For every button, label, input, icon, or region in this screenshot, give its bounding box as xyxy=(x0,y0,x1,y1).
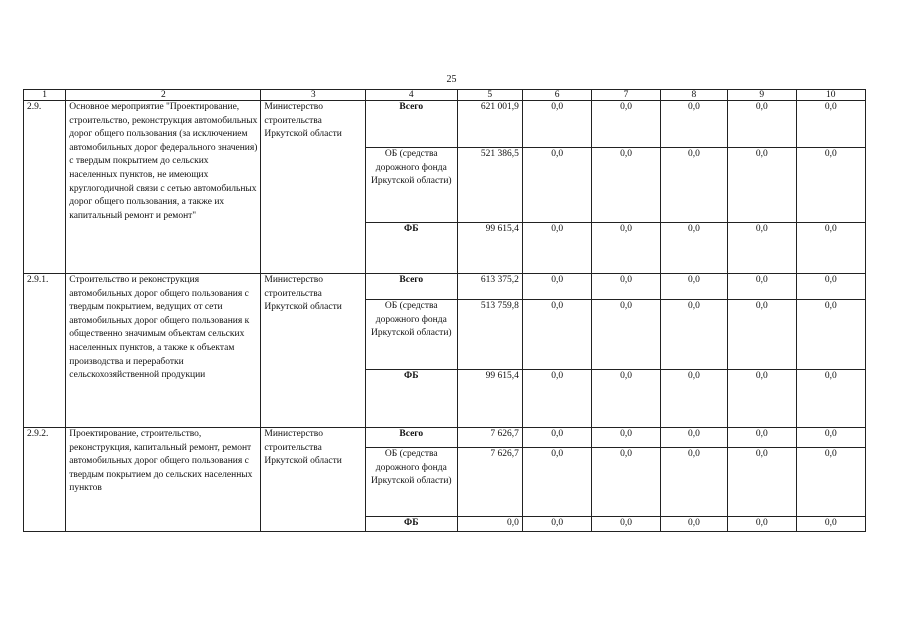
value-cell: 0,0 xyxy=(522,101,591,148)
value-cell: 0,0 xyxy=(660,148,727,223)
value-cell: 0,0 xyxy=(796,101,866,148)
value-cell: 0,0 xyxy=(728,148,796,223)
value-cell: 513 759,8 xyxy=(457,300,522,370)
value-cell: 0,0 xyxy=(660,517,727,532)
column-number: 5 xyxy=(457,90,522,101)
column-number: 7 xyxy=(592,90,660,101)
activity-executor: Министерство строительства Иркутской области xyxy=(261,428,366,532)
activity-executor: Министерство строительства Иркутской области xyxy=(261,101,366,274)
value-cell: 0,0 xyxy=(522,370,591,428)
value-cell: 0,0 xyxy=(796,428,866,448)
table-row xyxy=(24,274,866,300)
funding-source-label: Всего xyxy=(366,101,458,148)
activity-name: Проектирование, строительство, реконструкция, капитальный ремонт, ремонт автомобильных дорог общего пользования с твердым покрытием до сельских населенных пунктов xyxy=(66,428,261,532)
value-cell: 0,0 xyxy=(728,274,796,300)
value-cell: 0,0 xyxy=(660,370,727,428)
value-cell: 0,0 xyxy=(522,300,591,370)
column-number: 2 xyxy=(66,90,261,101)
value-cell: 0,0 xyxy=(660,101,727,148)
value-cell: 0,0 xyxy=(522,148,591,223)
value-cell: 0,0 xyxy=(457,517,522,532)
funding-source-label: ФБ xyxy=(366,370,458,428)
value-cell: 99 615,4 xyxy=(457,223,522,274)
page-number: 25 xyxy=(446,74,457,85)
value-cell: 0,0 xyxy=(728,448,796,517)
value-cell: 0,0 xyxy=(592,517,660,532)
funding-source-label: ОБ (средства дорожного фонда Иркутской области) xyxy=(366,148,458,223)
value-cell: 0,0 xyxy=(592,148,660,223)
value-cell: 0,0 xyxy=(592,101,660,148)
activity-name: Строительство и реконструкция автомобильных дорог общего пользования с твердым покрытием, ведущих от сети автомобильных дорог общего пользования к общественно значимым объектам сельских населенных пунктов, а также к объектам производства и переработки сельскохозяйственной продукции xyxy=(66,274,261,428)
value-cell: 0,0 xyxy=(728,223,796,274)
value-cell: 0,0 xyxy=(728,101,796,148)
value-cell: 0,0 xyxy=(660,428,727,448)
column-number: 9 xyxy=(728,90,796,101)
funding-source-label: ОБ (средства дорожного фонда Иркутской области) xyxy=(366,300,458,370)
value-cell: 0,0 xyxy=(522,448,591,517)
value-cell: 0,0 xyxy=(728,428,796,448)
value-cell: 0,0 xyxy=(660,448,727,517)
value-cell: 521 386,5 xyxy=(457,148,522,223)
value-cell: 0,0 xyxy=(592,223,660,274)
value-cell: 0,0 xyxy=(796,223,866,274)
value-cell: 0,0 xyxy=(522,428,591,448)
funding-source-label: ФБ xyxy=(366,223,458,274)
budget-table xyxy=(23,89,866,532)
activity-name: Основное мероприятие "Проектирование, строительство, реконструкция автомобильных дорог общего пользования (за исключением автомобильных дорог федерального значения) с твердым покрытием до сельских населенных пунктов, не имеющих круглогодичной связи с сетью автомобильных дорог общего пользования, а также их капитальный ремонт и ремонт" xyxy=(66,101,261,274)
value-cell: 7 626,7 xyxy=(457,448,522,517)
funding-source-label: Всего xyxy=(366,428,458,448)
value-cell: 0,0 xyxy=(522,223,591,274)
value-cell: 0,0 xyxy=(592,448,660,517)
table-row xyxy=(24,428,866,448)
table-row xyxy=(24,101,866,148)
value-cell: 0,0 xyxy=(592,274,660,300)
value-cell: 0,0 xyxy=(592,370,660,428)
value-cell: 0,0 xyxy=(660,274,727,300)
value-cell: 0,0 xyxy=(592,428,660,448)
funding-source-label: Всего xyxy=(366,274,458,300)
value-cell: 0,0 xyxy=(522,274,591,300)
value-cell: 0,0 xyxy=(728,370,796,428)
column-number: 6 xyxy=(522,90,591,101)
activity-code: 2.9.1. xyxy=(24,274,66,428)
value-cell: 0,0 xyxy=(796,274,866,300)
column-number: 3 xyxy=(261,90,366,101)
value-cell: 0,0 xyxy=(592,300,660,370)
activity-code: 2.9.2. xyxy=(24,428,66,532)
column-number-row xyxy=(24,90,866,101)
value-cell: 621 001,9 xyxy=(457,101,522,148)
value-cell: 0,0 xyxy=(796,448,866,517)
value-cell: 0,0 xyxy=(660,300,727,370)
funding-source-label: ФБ xyxy=(366,517,458,532)
value-cell: 0,0 xyxy=(728,300,796,370)
activity-executor: Министерство строительства Иркутской области xyxy=(261,274,366,428)
value-cell: 7 626,7 xyxy=(457,428,522,448)
value-cell: 0,0 xyxy=(796,300,866,370)
value-cell: 99 615,4 xyxy=(457,370,522,428)
column-number: 1 xyxy=(24,90,66,101)
column-number: 8 xyxy=(660,90,727,101)
column-number: 4 xyxy=(366,90,458,101)
value-cell: 613 375,2 xyxy=(457,274,522,300)
value-cell: 0,0 xyxy=(728,517,796,532)
value-cell: 0,0 xyxy=(660,223,727,274)
funding-source-label: ОБ (средства дорожного фонда Иркутской области) xyxy=(366,448,458,517)
value-cell: 0,0 xyxy=(796,148,866,223)
activity-code: 2.9. xyxy=(24,101,66,274)
column-number: 10 xyxy=(796,90,866,101)
value-cell: 0,0 xyxy=(796,517,866,532)
value-cell: 0,0 xyxy=(522,517,591,532)
value-cell: 0,0 xyxy=(796,370,866,428)
